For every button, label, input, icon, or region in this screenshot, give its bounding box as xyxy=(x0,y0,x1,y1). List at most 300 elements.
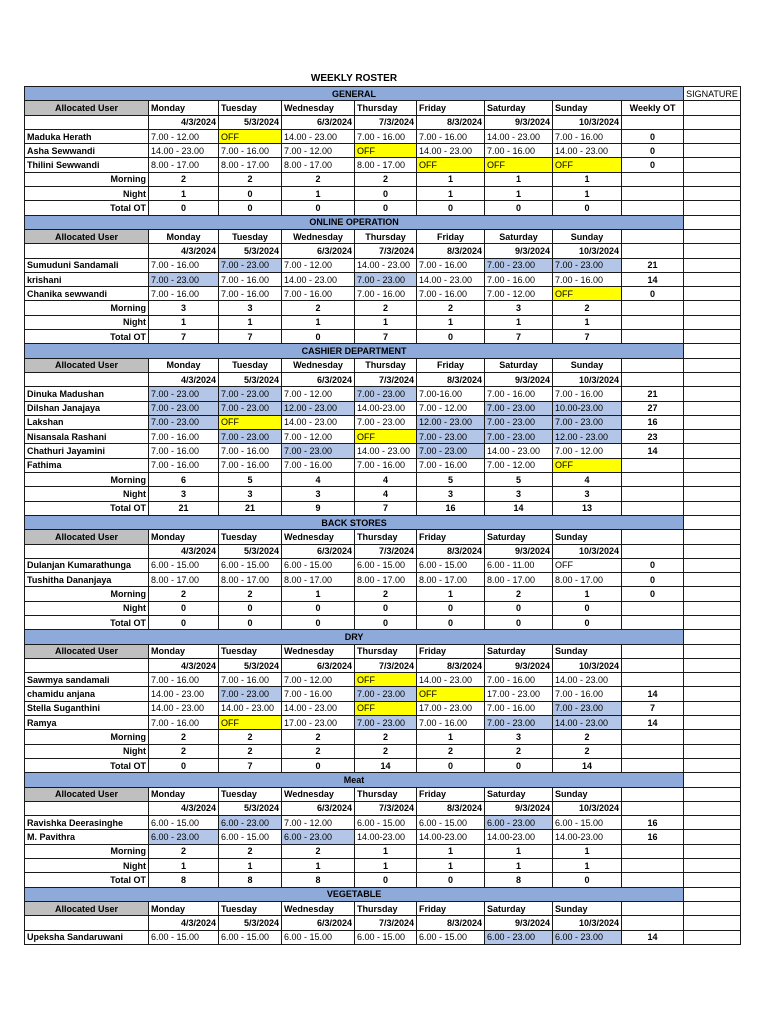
date-cell: 4/3/2024 xyxy=(149,244,219,258)
summary-value: 2 xyxy=(355,172,417,186)
shift-cell: 14.00 - 23.00 xyxy=(282,272,355,286)
summary-value: 1 xyxy=(485,187,553,201)
summary-value: 0 xyxy=(553,201,622,215)
weekly-ot-value: 14 xyxy=(622,687,684,701)
staff-name: Sawmya sandamali xyxy=(25,673,149,687)
day-header: Wednesday xyxy=(282,530,355,544)
signature-cell xyxy=(684,129,741,143)
day-header: Saturday xyxy=(485,644,553,658)
shift-cell: OFF xyxy=(219,129,282,143)
summary-row-total-ot xyxy=(25,201,741,215)
weekly-ot-value: 27 xyxy=(622,401,684,415)
summary-value: 1 xyxy=(149,187,219,201)
summary-value: 0 xyxy=(417,330,485,344)
summary-ot xyxy=(622,315,684,329)
signature-cell xyxy=(684,144,741,158)
summary-value: 13 xyxy=(553,501,622,515)
day-header: Saturday xyxy=(485,101,553,115)
shift-cell: 7.00 - 16.00 xyxy=(149,444,219,458)
signature-cell xyxy=(684,816,741,830)
summary-value: 2 xyxy=(219,730,282,744)
summary-value: 1 xyxy=(553,859,622,873)
summary-value: 1 xyxy=(282,187,355,201)
signature-cell xyxy=(684,658,741,672)
signature-cell xyxy=(684,444,741,458)
shift-cell: 14.00 - 23.00 xyxy=(282,701,355,715)
shift-cell: 7.00 - 12.00 xyxy=(282,144,355,158)
shift-cell: OFF xyxy=(417,687,485,701)
weekly-ot-header: Weekly OT xyxy=(622,101,684,115)
allocated-user-header: Allocated User xyxy=(25,644,149,658)
date-cell: 8/3/2024 xyxy=(417,115,485,129)
shift-cell: 7.00 - 23.00 xyxy=(149,272,219,286)
summary-ot xyxy=(622,873,684,887)
signature-cell xyxy=(684,187,741,201)
shift-cell: 6.00 - 11.00 xyxy=(485,558,553,572)
section-title: Meat xyxy=(25,773,684,787)
summary-value: 1 xyxy=(417,187,485,201)
allocated-user-header: Allocated User xyxy=(25,358,149,372)
shift-cell: OFF xyxy=(553,158,622,172)
summary-value: 1 xyxy=(417,859,485,873)
summary-value: 0 xyxy=(355,873,417,887)
shift-cell: 8.00 - 17.00 xyxy=(149,573,219,587)
shift-cell: 7.00 - 16.00 xyxy=(219,272,282,286)
weekly-roster-table xyxy=(24,86,741,945)
summary-value: 1 xyxy=(417,730,485,744)
staff-row xyxy=(25,258,741,272)
shift-cell: 7.00 - 23.00 xyxy=(553,701,622,715)
shift-cell: 14.00-23.00 xyxy=(355,830,417,844)
summary-ot xyxy=(622,473,684,487)
day-header: Wednesday xyxy=(282,901,355,915)
day-header: Wednesday xyxy=(282,787,355,801)
shift-cell: 7.00 - 23.00 xyxy=(219,258,282,272)
summary-label: Morning xyxy=(25,730,149,744)
signature-cell xyxy=(684,544,741,558)
shift-cell: 6.00 - 23.00 xyxy=(219,816,282,830)
staff-name: Sumuduni Sandamali xyxy=(25,258,149,272)
signature-cell xyxy=(684,916,741,930)
summary-value: 1 xyxy=(417,587,485,601)
summary-value: 1 xyxy=(355,859,417,873)
day-header: Friday xyxy=(417,229,485,243)
shift-cell: 14.00 - 23.00 xyxy=(355,258,417,272)
shift-cell: 6.00 - 15.00 xyxy=(417,558,485,572)
date-cell: 8/3/2024 xyxy=(417,244,485,258)
staff-name: Chathuri Jayamini xyxy=(25,444,149,458)
signature-cell xyxy=(684,558,741,572)
summary-value: 3 xyxy=(219,487,282,501)
signature-cell xyxy=(684,687,741,701)
signature-cell xyxy=(684,744,741,758)
day-header: Monday xyxy=(149,530,219,544)
signature-cell xyxy=(684,287,741,301)
staff-row xyxy=(25,144,741,158)
shift-cell: 7.00 - 16.00 xyxy=(417,258,485,272)
summary-value: 0 xyxy=(355,601,417,615)
day-header: Sunday xyxy=(553,901,622,915)
day-header: Sunday xyxy=(553,101,622,115)
shift-cell: OFF xyxy=(355,673,417,687)
shift-cell: 7.00 - 12.00 xyxy=(485,458,553,472)
date-cell: 6/3/2024 xyxy=(282,244,355,258)
shift-cell: 7.00 - 16.00 xyxy=(355,287,417,301)
date-cell: 7/3/2024 xyxy=(355,244,417,258)
staff-name: Thilini Sewwandi xyxy=(25,158,149,172)
weekly-ot-value xyxy=(622,673,684,687)
shift-cell: 8.00 - 17.00 xyxy=(149,158,219,172)
summary-ot xyxy=(622,744,684,758)
summary-value: 2 xyxy=(355,301,417,315)
shift-cell: 7.00 - 16.00 xyxy=(219,673,282,687)
summary-value: 1 xyxy=(485,844,553,858)
shift-cell: 14.00-23.00 xyxy=(485,830,553,844)
summary-value: 0 xyxy=(553,873,622,887)
day-header: Saturday xyxy=(485,530,553,544)
signature-cell xyxy=(684,501,741,515)
staff-name: Nisansala Rashani xyxy=(25,430,149,444)
summary-value: 3 xyxy=(417,487,485,501)
shift-cell: 8.00 - 17.00 xyxy=(355,573,417,587)
weekly-ot-value: 0 xyxy=(622,158,684,172)
shift-cell: 6.00 - 23.00 xyxy=(485,816,553,830)
date-cell: 5/3/2024 xyxy=(219,372,282,386)
signature-cell xyxy=(684,387,741,401)
day-header: Thursday xyxy=(355,787,417,801)
summary-value: 0 xyxy=(485,758,553,772)
shift-cell: 17.00 - 23.00 xyxy=(417,701,485,715)
date-cell: 10/3/2024 xyxy=(553,372,622,386)
summary-value: 5 xyxy=(417,473,485,487)
shift-cell: 7.00 - 12.00 xyxy=(282,673,355,687)
day-header: Saturday xyxy=(485,358,553,372)
summary-label: Night xyxy=(25,744,149,758)
staff-row xyxy=(25,830,741,844)
shift-cell: 14.00 - 23.00 xyxy=(417,272,485,286)
summary-value: 0 xyxy=(417,758,485,772)
signature-cell xyxy=(684,458,741,472)
date-cell: 7/3/2024 xyxy=(355,916,417,930)
summary-ot xyxy=(622,487,684,501)
date-cell: 9/3/2024 xyxy=(485,916,553,930)
summary-row-total-ot xyxy=(25,501,741,515)
date-cell: 4/3/2024 xyxy=(149,658,219,672)
roster-title: WEEKLY ROSTER xyxy=(310,73,398,84)
staff-row xyxy=(25,573,741,587)
day-header-row xyxy=(25,358,741,372)
day-header: Wednesday xyxy=(282,101,355,115)
date-cell: 8/3/2024 xyxy=(417,372,485,386)
summary-label: Morning xyxy=(25,473,149,487)
summary-value: 7 xyxy=(355,330,417,344)
staff-name: Lakshan xyxy=(25,415,149,429)
shift-cell: 7.00 - 23.00 xyxy=(355,415,417,429)
summary-row-total-ot xyxy=(25,873,741,887)
summary-value: 2 xyxy=(149,844,219,858)
summary-value: 8 xyxy=(149,873,219,887)
weekly-ot-value: 0 xyxy=(622,573,684,587)
date-cell: 5/3/2024 xyxy=(219,801,282,815)
ot-blank xyxy=(622,801,684,815)
summary-value: 14 xyxy=(553,758,622,772)
shift-cell: 7.00 - 16.00 xyxy=(485,144,553,158)
summary-value: 0 xyxy=(149,758,219,772)
shift-cell: 7.00 - 16.00 xyxy=(355,129,417,143)
summary-value: 2 xyxy=(149,730,219,744)
day-header: Monday xyxy=(149,787,219,801)
shift-cell: 6.00 - 23.00 xyxy=(553,930,622,944)
date-cell: 5/3/2024 xyxy=(219,544,282,558)
summary-value: 1 xyxy=(553,587,622,601)
summary-value: 0 xyxy=(553,615,622,629)
staff-name: Upeksha Sandaruwani xyxy=(25,930,149,944)
date-row-blank xyxy=(25,544,149,558)
summary-value: 1 xyxy=(553,315,622,329)
weekly-ot-value xyxy=(622,458,684,472)
summary-ot xyxy=(622,601,684,615)
shift-cell: 8.00 - 17.00 xyxy=(485,573,553,587)
shift-cell: 6.00 - 15.00 xyxy=(149,816,219,830)
summary-value: 1 xyxy=(417,844,485,858)
shift-cell: 7.00 - 16.00 xyxy=(355,458,417,472)
shift-cell: 6.00 - 15.00 xyxy=(355,558,417,572)
shift-cell: OFF xyxy=(355,144,417,158)
summary-value: 7 xyxy=(355,501,417,515)
summary-value: 2 xyxy=(553,730,622,744)
summary-value: 0 xyxy=(417,201,485,215)
staff-name: Chanika sewwandi xyxy=(25,287,149,301)
summary-ot xyxy=(622,615,684,629)
summary-row-night xyxy=(25,744,741,758)
summary-value: 0 xyxy=(485,615,553,629)
shift-cell: 7.00 - 16.00 xyxy=(417,716,485,730)
shift-cell: 7.00 - 23.00 xyxy=(355,272,417,286)
shift-cell: 7.00 - 23.00 xyxy=(417,444,485,458)
summary-row-night xyxy=(25,601,741,615)
shift-cell: 17.00 - 23.00 xyxy=(282,716,355,730)
shift-cell: 14.00 - 23.00 xyxy=(149,701,219,715)
summary-value: 1 xyxy=(553,172,622,186)
summary-value: 3 xyxy=(149,301,219,315)
summary-row-morning xyxy=(25,473,741,487)
shift-cell: OFF xyxy=(485,158,553,172)
summary-row-total-ot xyxy=(25,615,741,629)
signature-cell xyxy=(684,487,741,501)
signature-cell xyxy=(684,430,741,444)
summary-value: 4 xyxy=(553,473,622,487)
summary-label: Morning xyxy=(25,301,149,315)
shift-cell: 6.00 - 15.00 xyxy=(355,930,417,944)
shift-cell: 7.00 - 16.00 xyxy=(149,673,219,687)
summary-value: 2 xyxy=(149,172,219,186)
shift-cell: 14.00 - 23.00 xyxy=(417,144,485,158)
shift-cell: OFF xyxy=(355,701,417,715)
ot-blank xyxy=(622,372,684,386)
weekly-ot-value: 0 xyxy=(622,558,684,572)
shift-cell: 12.00 - 23.00 xyxy=(282,401,355,415)
summary-label: Morning xyxy=(25,844,149,858)
weekly-ot-value: 0 xyxy=(622,144,684,158)
day-header: Friday xyxy=(417,530,485,544)
summary-ot: 0 xyxy=(622,587,684,601)
signature-cell xyxy=(684,101,741,115)
shift-cell: OFF xyxy=(219,415,282,429)
weekly-ot-value: 14 xyxy=(622,444,684,458)
summary-value: 1 xyxy=(149,315,219,329)
summary-value: 0 xyxy=(219,601,282,615)
summary-ot xyxy=(622,758,684,772)
shift-cell: 7.00 - 23.00 xyxy=(282,444,355,458)
summary-ot xyxy=(622,187,684,201)
summary-value: 3 xyxy=(149,487,219,501)
summary-value: 0 xyxy=(149,615,219,629)
day-header: Thursday xyxy=(355,901,417,915)
signature-cell xyxy=(684,701,741,715)
date-cell: 10/3/2024 xyxy=(553,658,622,672)
day-header: Saturday xyxy=(485,787,553,801)
summary-value: 8 xyxy=(485,873,553,887)
shift-cell: 7.00 - 16.00 xyxy=(485,387,553,401)
summary-value: 3 xyxy=(282,487,355,501)
staff-row xyxy=(25,158,741,172)
summary-value: 2 xyxy=(149,587,219,601)
signature-cell xyxy=(684,758,741,772)
summary-value: 2 xyxy=(219,744,282,758)
shift-cell: 7.00 - 16.00 xyxy=(219,444,282,458)
summary-value: 5 xyxy=(485,473,553,487)
date-cell: 5/3/2024 xyxy=(219,115,282,129)
shift-cell: 7.00 - 23.00 xyxy=(355,687,417,701)
shift-cell: 7.00 - 16.00 xyxy=(149,258,219,272)
summary-label: Morning xyxy=(25,587,149,601)
summary-row-total-ot xyxy=(25,330,741,344)
shift-cell: 8.00 - 17.00 xyxy=(219,158,282,172)
summary-value: 3 xyxy=(485,730,553,744)
day-header-row xyxy=(25,787,741,801)
weekly-ot-value: 7 xyxy=(622,701,684,715)
weekly-ot-value: 16 xyxy=(622,816,684,830)
summary-value: 1 xyxy=(282,315,355,329)
signature-cell xyxy=(684,315,741,329)
ot-blank xyxy=(622,916,684,930)
summary-label: Night xyxy=(25,187,149,201)
shift-cell: 6.00 - 15.00 xyxy=(219,830,282,844)
shift-cell: OFF xyxy=(355,430,417,444)
shift-cell: 7.00 - 23.00 xyxy=(485,415,553,429)
summary-value: 1 xyxy=(355,315,417,329)
day-header: Monday xyxy=(149,101,219,115)
date-row xyxy=(25,916,741,930)
day-header: Sunday xyxy=(553,530,622,544)
weekly-ot-value: 16 xyxy=(622,415,684,429)
signature-cell xyxy=(684,215,741,229)
summary-value: 0 xyxy=(355,615,417,629)
summary-value: 0 xyxy=(282,201,355,215)
summary-value: 0 xyxy=(485,201,553,215)
summary-value: 7 xyxy=(219,330,282,344)
summary-value: 6 xyxy=(149,473,219,487)
summary-value: 0 xyxy=(485,601,553,615)
summary-label: Total OT xyxy=(25,501,149,515)
summary-label: Total OT xyxy=(25,758,149,772)
weekly-ot-header xyxy=(622,229,684,243)
staff-row xyxy=(25,430,741,444)
summary-value: 2 xyxy=(553,301,622,315)
day-header: Tuesday xyxy=(219,101,282,115)
date-row xyxy=(25,372,741,386)
day-header: Thursday xyxy=(355,229,417,243)
signature-cell xyxy=(684,844,741,858)
summary-label: Morning xyxy=(25,172,149,186)
shift-cell: 7.00 - 23.00 xyxy=(149,387,219,401)
summary-value: 0 xyxy=(553,601,622,615)
day-header: Friday xyxy=(417,901,485,915)
summary-ot xyxy=(622,501,684,515)
shift-cell: 14.00 - 23.00 xyxy=(417,673,485,687)
shift-cell: 14.00 - 23.00 xyxy=(553,673,622,687)
staff-name: Ramya xyxy=(25,716,149,730)
shift-cell: 7.00 - 16.00 xyxy=(417,458,485,472)
weekly-ot-header xyxy=(622,358,684,372)
date-cell: 6/3/2024 xyxy=(282,115,355,129)
summary-value: 0 xyxy=(355,201,417,215)
date-row xyxy=(25,658,741,672)
shift-cell: 7.00 - 23.00 xyxy=(219,387,282,401)
signature-cell xyxy=(684,615,741,629)
summary-value: 0 xyxy=(417,601,485,615)
staff-name: Dilshan Janajaya xyxy=(25,401,149,415)
allocated-user-header: Allocated User xyxy=(25,530,149,544)
shift-cell: 7.00 - 23.00 xyxy=(355,716,417,730)
date-cell: 6/3/2024 xyxy=(282,916,355,930)
staff-row xyxy=(25,387,741,401)
shift-cell: 7.00 - 23.00 xyxy=(485,258,553,272)
summary-value: 1 xyxy=(219,859,282,873)
staff-name: Stella Suganthini xyxy=(25,701,149,715)
summary-value: 1 xyxy=(417,315,485,329)
summary-value: 2 xyxy=(417,301,485,315)
summary-label: Night xyxy=(25,601,149,615)
summary-value: 8 xyxy=(282,873,355,887)
summary-value: 14 xyxy=(485,501,553,515)
shift-cell: 7.00 - 16.00 xyxy=(219,287,282,301)
day-header: Thursday xyxy=(355,530,417,544)
shift-cell: 7.00 - 16.00 xyxy=(282,287,355,301)
signature-cell xyxy=(684,158,741,172)
shift-cell: 14.00-23.00 xyxy=(553,830,622,844)
date-row-blank xyxy=(25,916,149,930)
shift-cell: 6.00 - 15.00 xyxy=(219,930,282,944)
summary-value: 16 xyxy=(417,501,485,515)
date-row-blank xyxy=(25,244,149,258)
shift-cell: 7.00 - 16.00 xyxy=(553,129,622,143)
date-cell: 4/3/2024 xyxy=(149,916,219,930)
section-header-row xyxy=(25,887,741,901)
section-title: BACK STORES xyxy=(25,515,684,529)
shift-cell: 6.00 - 23.00 xyxy=(282,830,355,844)
signature-cell xyxy=(684,358,741,372)
allocated-user-header: Allocated User xyxy=(25,787,149,801)
day-header-row xyxy=(25,101,741,115)
shift-cell: 7.00 - 16.00 xyxy=(485,673,553,687)
signature-cell xyxy=(684,830,741,844)
section-title: CASHIER DEPARTMENT xyxy=(25,344,684,358)
shift-cell: 8.00 - 17.00 xyxy=(417,573,485,587)
date-cell: 5/3/2024 xyxy=(219,244,282,258)
staff-name: krishani xyxy=(25,272,149,286)
shift-cell: 6.00 - 15.00 xyxy=(553,816,622,830)
